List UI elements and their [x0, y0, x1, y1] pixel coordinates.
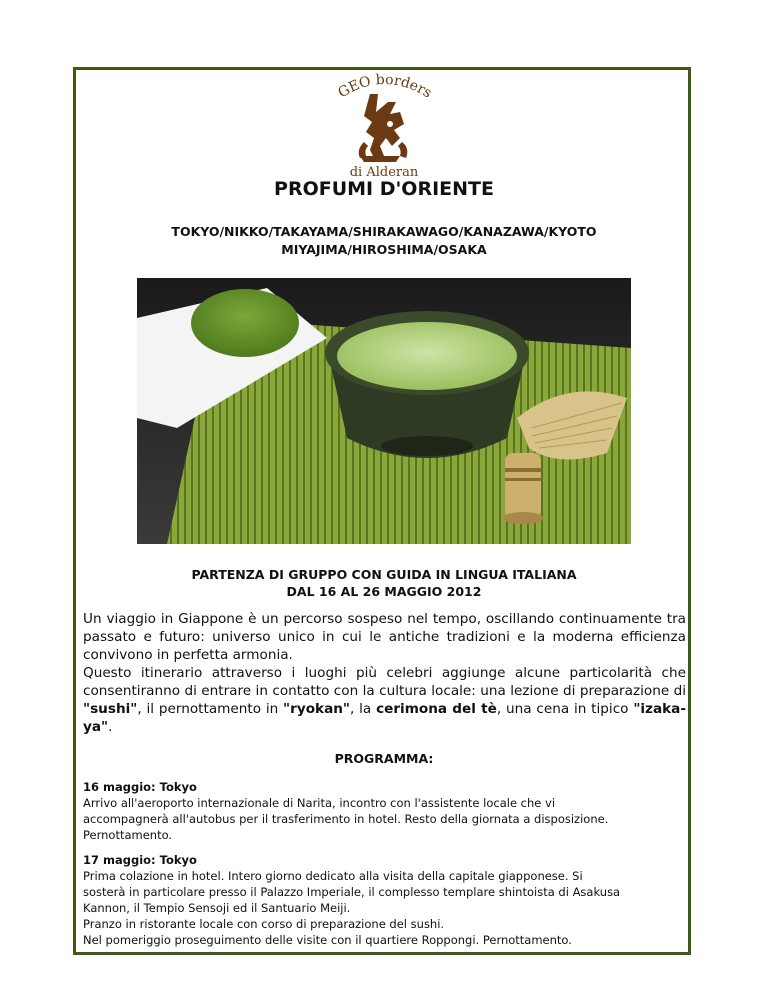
- program-heading: PROGRAMMA:: [334, 751, 434, 766]
- logo-graphic: [330, 72, 438, 184]
- route-line-2: MIYAJIMA/HIROSHIMA/OSAKA: [281, 242, 487, 257]
- day-heading: 17 maggio: Tokyo: [83, 853, 197, 867]
- ryokan-highlight: "ryokan": [283, 701, 351, 717]
- intro-paragraph-1: Un viaggio in Giappone è un percorso sospeso nel tempo, oscillando continuamente tra passato e futuro: universo unico in cui le antiche tradizioni e la moderna efficienza convivono in perfetta armonia.: [83, 611, 686, 663]
- day-line: Pranzo in ristorante locale con corso di preparazione del sushi.: [83, 917, 445, 931]
- departure-line-2: DAL 16 AL 26 MAGGIO 2012: [286, 584, 482, 599]
- day-heading: 16 maggio: Tokyo: [83, 780, 197, 794]
- logo-text-top: GEO borders: [335, 72, 435, 102]
- departure-line-1: PARTENZA DI GRUPPO CON GUIDA IN LINGUA ITALIANA: [191, 567, 577, 582]
- intro-text: [83, 610, 686, 736]
- day-line: Nel pomeriggio proseguimento delle visite con il quartiere Roppongi. Pernottamento.: [83, 933, 572, 947]
- day-line: Kannon, il Tempio Sensoji ed il Santuario Meiji.: [83, 901, 351, 915]
- day-entry: [83, 852, 683, 948]
- day-entry: [83, 779, 683, 843]
- day-line: Pernottamento.: [83, 828, 173, 842]
- izakaya-highlight: "izaka-ya": [83, 701, 686, 735]
- day-line: accompagnerà all'autobus per il trasferimento in hotel. Resto della giornata a disposizione.: [83, 812, 609, 826]
- intro-paragraph-2: Questo itinerario attraverso i luoghi più celebri aggiunge alcune particolarità che consentiranno di entrare in contatto con la cultura locale: una lezione di preparazione di "sushi", il pernottamento in "ryokan", la cerimona del tè, una cena in tipico "izaka-ya".: [83, 665, 686, 735]
- matcha-tea-bowl-image: [137, 278, 631, 544]
- day-line: Prima colazione in hotel. Intero giorno dedicato alla visita della capitale giapponese. Si: [83, 869, 583, 883]
- tea-ceremony-highlight: cerimona del tè: [376, 701, 497, 717]
- geo-borders-logo: [330, 72, 438, 184]
- heraldic-bird-icon: [359, 94, 408, 162]
- day-line: sosterà in particolare presso il Palazzo Imperiale, il complesso templare shintoista di Asakusa: [83, 885, 621, 899]
- logo-text-bottom: di Alderan: [349, 165, 419, 180]
- route-line-1: TOKYO/NIKKO/TAKAYAMA/SHIRAKAWAGO/KANAZAWA/KYOTO: [171, 224, 597, 239]
- page-title: PROFUMI D'ORIENTE: [274, 178, 494, 200]
- sushi-highlight: "sushi": [83, 701, 138, 717]
- day-line: Arrivo all'aeroporto internazionale di Narita, incontro con l'assistente locale che vi: [83, 796, 556, 810]
